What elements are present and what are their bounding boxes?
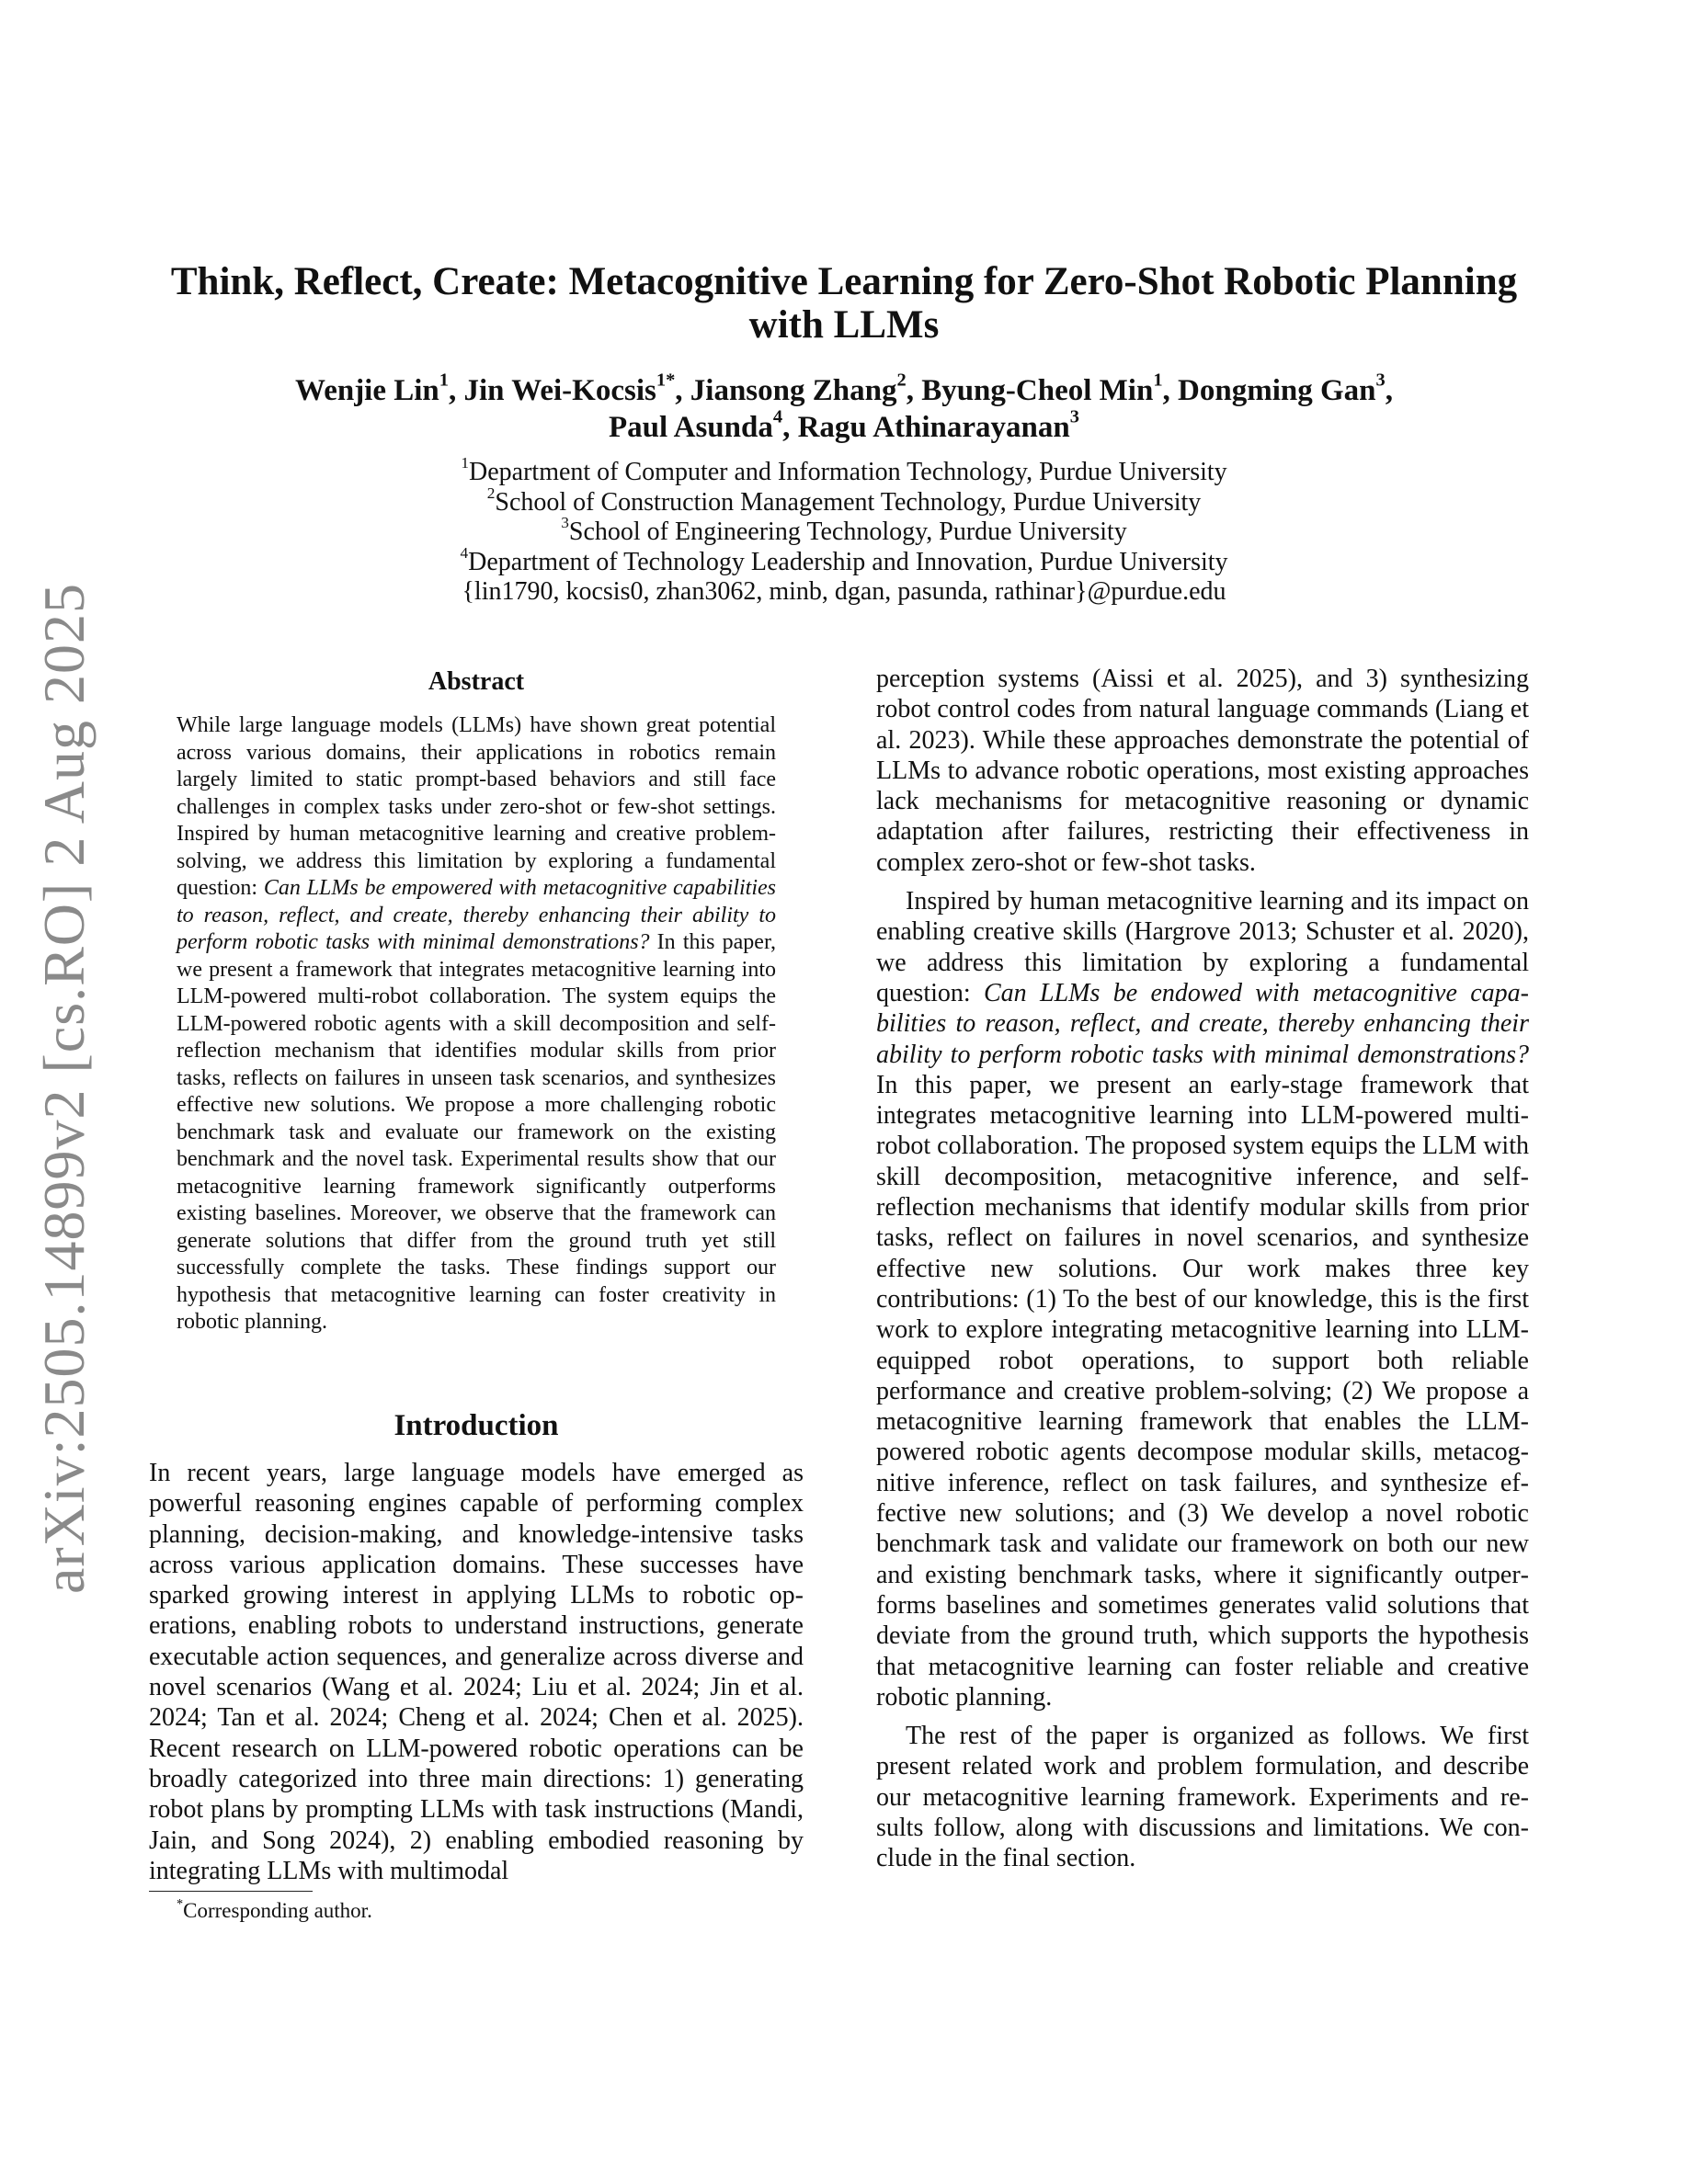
intro-paragraph-3: The rest of the paper is organized as follows. We first present related work and problem formulation, and describe our metacognitive learning framework. Experiments and results follow, along with discussions and limitations. We conclude in the final section.: [876, 1722, 1529, 1873]
intro-paragraph-1: In recent years, large language models have emerged as powerful reasoning engines capable of performing complex planning, decision-making, and knowledge-intensive tasks across various application domains. These successes have sparked growing interest in applying LLMs to robotic operations, enabling robots to understand instructions, generate executable action sequences, and generalize across diverse and novel scenarios (Wang et al. 2024; Liu et al. 2024; Jin et al. 2024; Tan et al. 2024; Cheng et al. 2024; Chen et al. 2025). Recent research on LLM-powered robotic operations can be broadly categorized into three main directions: 1) generating robot plans by prompting LLMs with task instructions (Mandi, Jain, and Song 2024), 2) enabling embodied reasoning by integrating LLMs with multimodal: [149, 1459, 804, 1885]
author-name: Jiansong Zhang: [690, 374, 897, 407]
right-column: [876, 664, 1529, 1874]
author-affil-mark: 4: [772, 406, 783, 427]
author-affil-mark: 3: [1069, 406, 1079, 427]
abstract-paragraph: [177, 712, 776, 1337]
abstract-heading: Abstract: [428, 667, 525, 696]
affiliation-text: Department of Computer and Information Technology, Purdue University: [469, 458, 1227, 486]
author-name: Byung-Cheol Min: [921, 374, 1154, 407]
affiliation-text: School of Construction Management Technology, Purdue University: [495, 487, 1202, 517]
footnote-text: Corresponding author.: [183, 1899, 372, 1922]
affiliation-mark: 4: [460, 543, 469, 562]
footnote-rule: [149, 1891, 313, 1892]
affiliation: [138, 513, 1550, 548]
author-list: [138, 372, 1550, 446]
author-affil-mark: 1: [439, 370, 450, 391]
abstract-question: Can LLMs be empowered with metacognitive capabilities to reason, reflect, and create, thereby enhancing their ability to perform robotic tasks with minimal demonstrations?: [177, 876, 777, 954]
affiliation-text: Department of Technology Leadership and Innovation, Purdue University: [468, 547, 1228, 576]
author-affil-mark: 1*: [656, 370, 676, 391]
intro-text-part: Inspired by human metacognitive learning and its impact on enabling creative skills (Hargrove 2013; Schuster et al. 2020), we address this limitation by exploring a fundamental question:: [876, 887, 1529, 1007]
abstract-text-part: While large language models (LLMs) have shown great potential across various domains, their applications in robotics remain largely limited to static prompt-based behaviors and still face challenges in complex tasks under zero-shot or few-shot settings. Inspired by human metacognitive learning and creative problem-solving, we address this limitation by exploring a fundamental question:: [177, 713, 776, 900]
author-name: Ragu Athinarayanan: [797, 411, 1070, 444]
arxiv-identifier: arXiv:2505.14899v2 [cs.RO] 2 Aug 2025: [31, 582, 97, 1594]
abstract-text-part: In this paper, we present a framework that integrates metacognitive learning into LLM-powered multi-robot collaboration. The system equips the LLM-powered robotic agents with a skill decomposition and self-reflection mechanism that identifies modular skills from prior tasks, reflects on failures in unseen task scenarios, and synthesizes effective new solutions. We propose a more challenging robotic benchmark task and evaluate our framework on the existing benchmark and the novel task. Experimental results show that our metacognitive learning framework significantly outperforms existing baselines. Moreover, we observe that the framework can generate solutions that differ from the ground truth yet still successfully complete the tasks. These findings support our hypothesis that metacognitive learning can foster creativity in robotic planning.: [177, 930, 776, 1334]
affiliation: [138, 453, 1550, 488]
affiliation: [138, 483, 1550, 518]
author-name: Paul Asunda: [609, 411, 773, 444]
author-affil-mark: 3: [1375, 370, 1386, 391]
paper-title: [138, 260, 1550, 347]
affiliation-mark: 3: [561, 513, 569, 531]
title-line-1: Think, Reflect, Create: Metacognitive Learning for Zero-Shot Robotic Planning: [170, 260, 1518, 303]
intro-text-part: In this paper, we present an early-stage framework that integrates metacognitive learning into LLM-powered multi-robot collaboration. The proposed system equips the LLM with skill decomposition, metacognitive inference, and self-reflection mechanisms that identify modular skills from prior tasks, reflect on failures in novel scenarios, and synthesize effective new solutions. Our work makes three key contributions: (1) To the best of our knowledge, this is the first work to explore integrating metacognitive learning into LLM-equipped robot operations, to support both reliable performance and creative problem-solving; (2) We propose a metacognitive learning framework that enables the LLM-powered robotic agents decompose modular skills, metacognitive inference, reflect on task failures, and synthesize effective new solutions; and (3) We develop a novel robotic benchmark task and validate our framework on both our new and existing benchmark tasks, where it significantly outperforms baselines and sometimes generates valid solutions that deviate from the ground truth, which supports the hypothesis that metacognitive learning can foster reliable and creative robotic planning.: [876, 1070, 1529, 1712]
email-list: {lin1790, kocsis0, zhan3062, minb, dgan, pasunda, rathinar}@purdue.edu: [462, 577, 1226, 606]
affiliation: [138, 543, 1550, 578]
intro-paragraph-1-continued: perception systems (Aissi et al. 2025), and 3) synthesizing robot control codes from natural language commands (Liang et al. 2023). While these approaches demonstrate the potential of LLMs to advance robotic operations, most existing approaches lack mechanisms for metacognitive reasoning or dynamic adaptation after failures, restricting their effectiveness in complex zero-shot or few-shot tasks.: [876, 665, 1529, 877]
intro-paragraph-2: [876, 886, 1529, 1712]
footnote: [177, 1896, 372, 1923]
author-name: Dongming Gan: [1178, 374, 1376, 407]
author-line-1: Wenjie Lin$^1$, Jin Wei-Kocsis$^{1*}$, Jiansong Zhang$^2$, Byung-Cheol Min$^1$, Dongming Gan$^3$,: [295, 370, 1393, 407]
affiliation-mark: 1: [461, 453, 470, 472]
abstract-text: [177, 712, 776, 1337]
intro-question: Can LLMs be endowed with metacognitive capabilities to reason, reflect, and create, thereby enhancing their ability to perform robotic tasks with minimal demonstrations?: [876, 978, 1529, 1069]
introduction-left-column: [149, 1458, 804, 1886]
introduction-heading: Introduction: [393, 1409, 559, 1442]
author-line-2: Paul Asunda$^4$, Ragu Athinarayanan$^3$: [609, 406, 1079, 444]
footnote-mark: *: [177, 1896, 184, 1912]
affiliation-mark: 2: [486, 483, 496, 502]
author-name: Wenjie Lin: [295, 374, 439, 407]
author-affil-mark: 2: [896, 370, 907, 391]
author-affil-mark: 1: [1153, 370, 1163, 391]
author-name: Jin Wei-Kocsis: [463, 374, 656, 407]
affiliation-text: School of Engineering Technology, Purdue University: [568, 518, 1127, 546]
title-line-2: with LLMs: [748, 303, 940, 347]
affiliation-list: [138, 453, 1550, 608]
